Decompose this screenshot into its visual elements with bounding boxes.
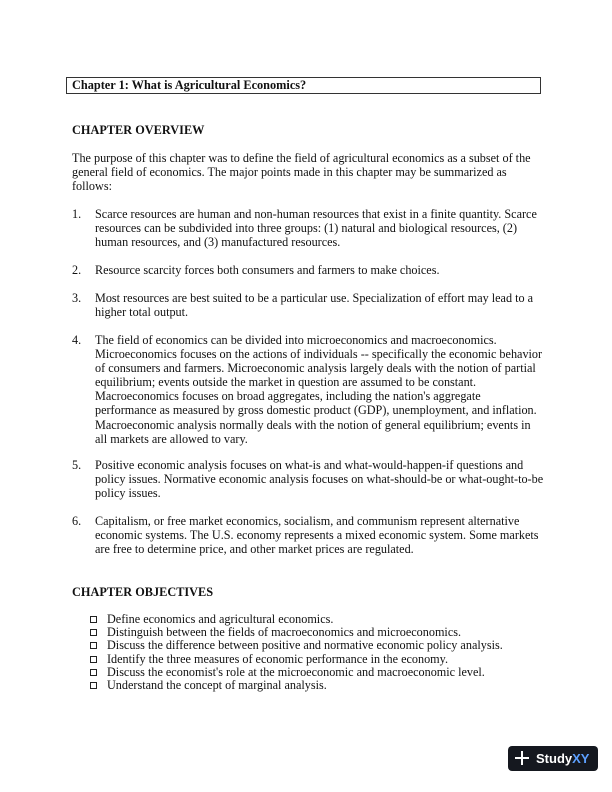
intro-paragraph: The purpose of this chapter was to define the field of agricultural economics as a subset of the general field of economics. The major points made in this chapter may be summarized as follows: xyxy=(72,151,531,194)
objective-text: Understand the concept of marginal analysis. xyxy=(107,677,327,692)
objectives-heading: CHAPTER OBJECTIVES xyxy=(72,585,214,599)
overview-point xyxy=(72,207,544,249)
objective-text: Define economics and agricultural economics. xyxy=(107,612,334,626)
point-text: Most resources are best suited to be a particular use. Specialization of effort may lead to a higher total output. xyxy=(95,291,534,320)
brand-name: Study xyxy=(536,751,573,766)
plus-icon xyxy=(514,750,530,766)
checkbox-bullet-icon xyxy=(90,669,97,676)
point-number: 5. xyxy=(72,458,82,472)
point-text: Scarce resources are human and non-human resources that exist in a finite quantity. Scarce resources can be subdivided into three groups: (1) natural and biological resources, (2) human resources, and (3) manufactured resources. xyxy=(95,207,537,250)
objective-text: Discuss the economist's role at the microeconomic and macroeconomic level. xyxy=(107,664,485,679)
objectives-list xyxy=(90,613,530,692)
point-text: The field of economics can be divided into microeconomics and macroeconomics. Microeconomics focuses on the actions of individuals -- specifically the economic behavior of consumers and farmers. Microeconomic analysis largely deals with the notion of partial equilibrium; events outside the market in question are assumed to be constant. Macroeconomics focuses on broad aggregates, including the nation's aggregate performance as measured by gross domestic product (GDP), unemployment, and inflation. Macroeconomic analysis normally deals with the notion of general equilibrium; events in all markets are allowed to vary. xyxy=(95,333,543,446)
checkbox-bullet-icon xyxy=(90,629,97,636)
brand-logo xyxy=(536,746,589,771)
checkbox-bullet-icon xyxy=(90,656,97,663)
point-number: 2. xyxy=(72,263,82,277)
chapter-title: Chapter 1: What is Agricultural Economics? xyxy=(66,77,541,94)
overview-point xyxy=(72,291,544,319)
overview-point xyxy=(72,333,544,446)
point-text: Resource scarcity forces both consumers and farmers to make choices. xyxy=(95,263,440,277)
overview-heading: CHAPTER OVERVIEW xyxy=(72,123,205,137)
point-number: 4. xyxy=(72,333,82,347)
objective-item xyxy=(90,679,530,692)
objective-text: Discuss the difference between positive and normative economic policy analysis. xyxy=(107,638,503,653)
checkbox-bullet-icon xyxy=(90,682,97,689)
objective-text: Distinguish between the fields of macroeconomics and microeconomics. xyxy=(107,625,462,640)
studyxy-badge[interactable] xyxy=(508,746,598,771)
checkbox-bullet-icon xyxy=(90,616,97,623)
brand-accent: XY xyxy=(572,751,590,766)
objective-text: Identify the three measures of economic performance in the economy. xyxy=(107,651,448,666)
checkbox-bullet-icon xyxy=(90,642,97,649)
overview-point xyxy=(72,514,544,556)
overview-point xyxy=(72,458,544,500)
point-text: Capitalism, or free market economics, socialism, and communism represent alternative economic systems. The U.S. economy represents a mixed economic system. Some markets are free to determine price, and other market prices are regulated. xyxy=(95,514,539,557)
point-number: 6. xyxy=(72,514,82,528)
point-number: 3. xyxy=(72,291,82,305)
point-number: 1. xyxy=(72,207,82,221)
overview-point xyxy=(72,263,544,277)
point-text: Positive economic analysis focuses on what-is and what-would-happen-if questions and policy issues. Normative economic analysis focuses on what-should-be or what-ought-to-be policy issues. xyxy=(95,458,544,501)
